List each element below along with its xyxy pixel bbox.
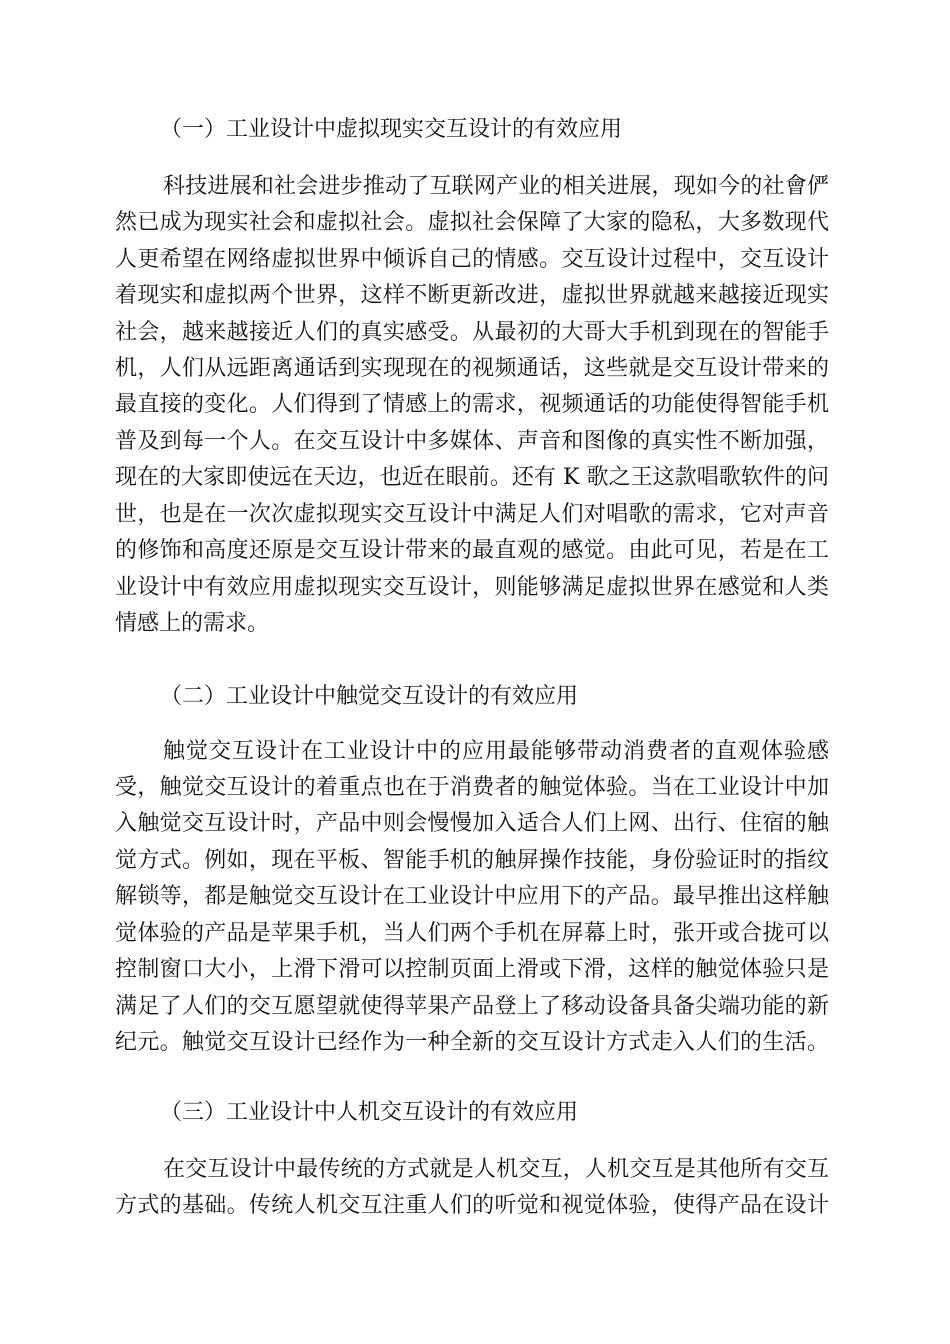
section-heading-3: （三）工业设计中人机交互设计的有效应用 — [160, 1100, 579, 1125]
paragraph-line: 纪元。触觉交互设计已经作为一种全新的交互设计方式走入人们的生活。 — [115, 1030, 829, 1055]
section-heading-1: （一）工业设计中虚拟现实交互设计的有效应用 — [160, 117, 623, 142]
paragraph-line: 现在的大家即使远在天边，也近在眼前。还有 K 歌之王这款唱歌软件的问 — [115, 465, 829, 490]
paragraph-line: 机，人们从远距离通话到实现现在的视频通话，这些就是交互设计带来的 — [115, 356, 829, 381]
paragraph-line: 情感上的需求。 — [115, 611, 270, 636]
paragraph-line: 然已成为现实社会和虚拟社会。虚拟社会保障了大家的隐私，大多数现代 — [115, 210, 829, 235]
paragraph-line: 社会，越来越接近人们的真实感受。从最初的大哥大手机到现在的智能手 — [115, 320, 829, 345]
paragraph-line: 解锁等，都是触觉交互设计在工业设计中应用下的产品。最早推出这样触 — [115, 884, 829, 909]
paragraph-line: 的修饰和高度还原是交互设计带来的最直观的感觉。由此可见，若是在工 — [115, 538, 829, 563]
paragraph-line: 在交互设计中最传统的方式就是人机交互，人机交互是其他所有交互 — [163, 1157, 829, 1182]
paragraph-line: 最直接的变化。人们得到了情感上的需求，视频通话的功能使得智能手机 — [115, 392, 829, 417]
section-heading-2: （二）工业设计中触觉交互设计的有效应用 — [160, 684, 579, 709]
paragraph-line: 世，也是在一次次虚拟现实交互设计中满足人们对唱歌的需求，它对声音 — [115, 502, 829, 527]
paragraph-line: 受，触觉交互设计的着重点也在于消费者的触觉体验。当在工业设计中加 — [115, 775, 829, 800]
paragraph-line: 普及到每一个人。在交互设计中多媒体、声音和图像的真实性不断加强， — [115, 429, 829, 454]
paragraph-line: 入触觉交互设计时，产品中则会慢慢加入适合人们上网、出行、住宿的触 — [115, 811, 829, 836]
paragraph-line: 触觉交互设计在工业设计中的应用最能够带动消费者的直观体验感 — [163, 739, 829, 764]
paragraph-line: 控制窗口大小，上滑下滑可以控制页面上滑或下滑，这样的触觉体验只是 — [115, 957, 829, 982]
paragraph-line: 业设计中有效应用虚拟现实交互设计，则能够满足虚拟世界在感觉和人类 — [115, 575, 829, 600]
paragraph-line: 人更希望在网络虚拟世界中倾诉自己的情感。交互设计过程中，交互设计 — [115, 247, 829, 272]
paragraph-line: 觉体验的产品是苹果手机，当人们两个手机在屏幕上时，张开或合拢可以 — [115, 921, 829, 946]
paragraph-line: 满足了人们的交互愿望就使得苹果产品登上了移动设备具备尖端功能的新 — [115, 994, 829, 1019]
paragraph-line: 觉方式。例如，现在平板、智能手机的触屏操作技能，身份验证时的指纹 — [115, 848, 829, 873]
paragraph-line: 方式的基础。传统人机交互注重人们的听觉和视觉体验，使得产品在设计 — [115, 1193, 829, 1218]
paragraph-line: 着现实和虚拟两个世界，这样不断更新改进，虚拟世界就越来越接近现实 — [115, 283, 829, 308]
paragraph-line: 科技进展和社会进步推动了互联网产业的相关进展，现如今的社會俨 — [163, 174, 829, 199]
